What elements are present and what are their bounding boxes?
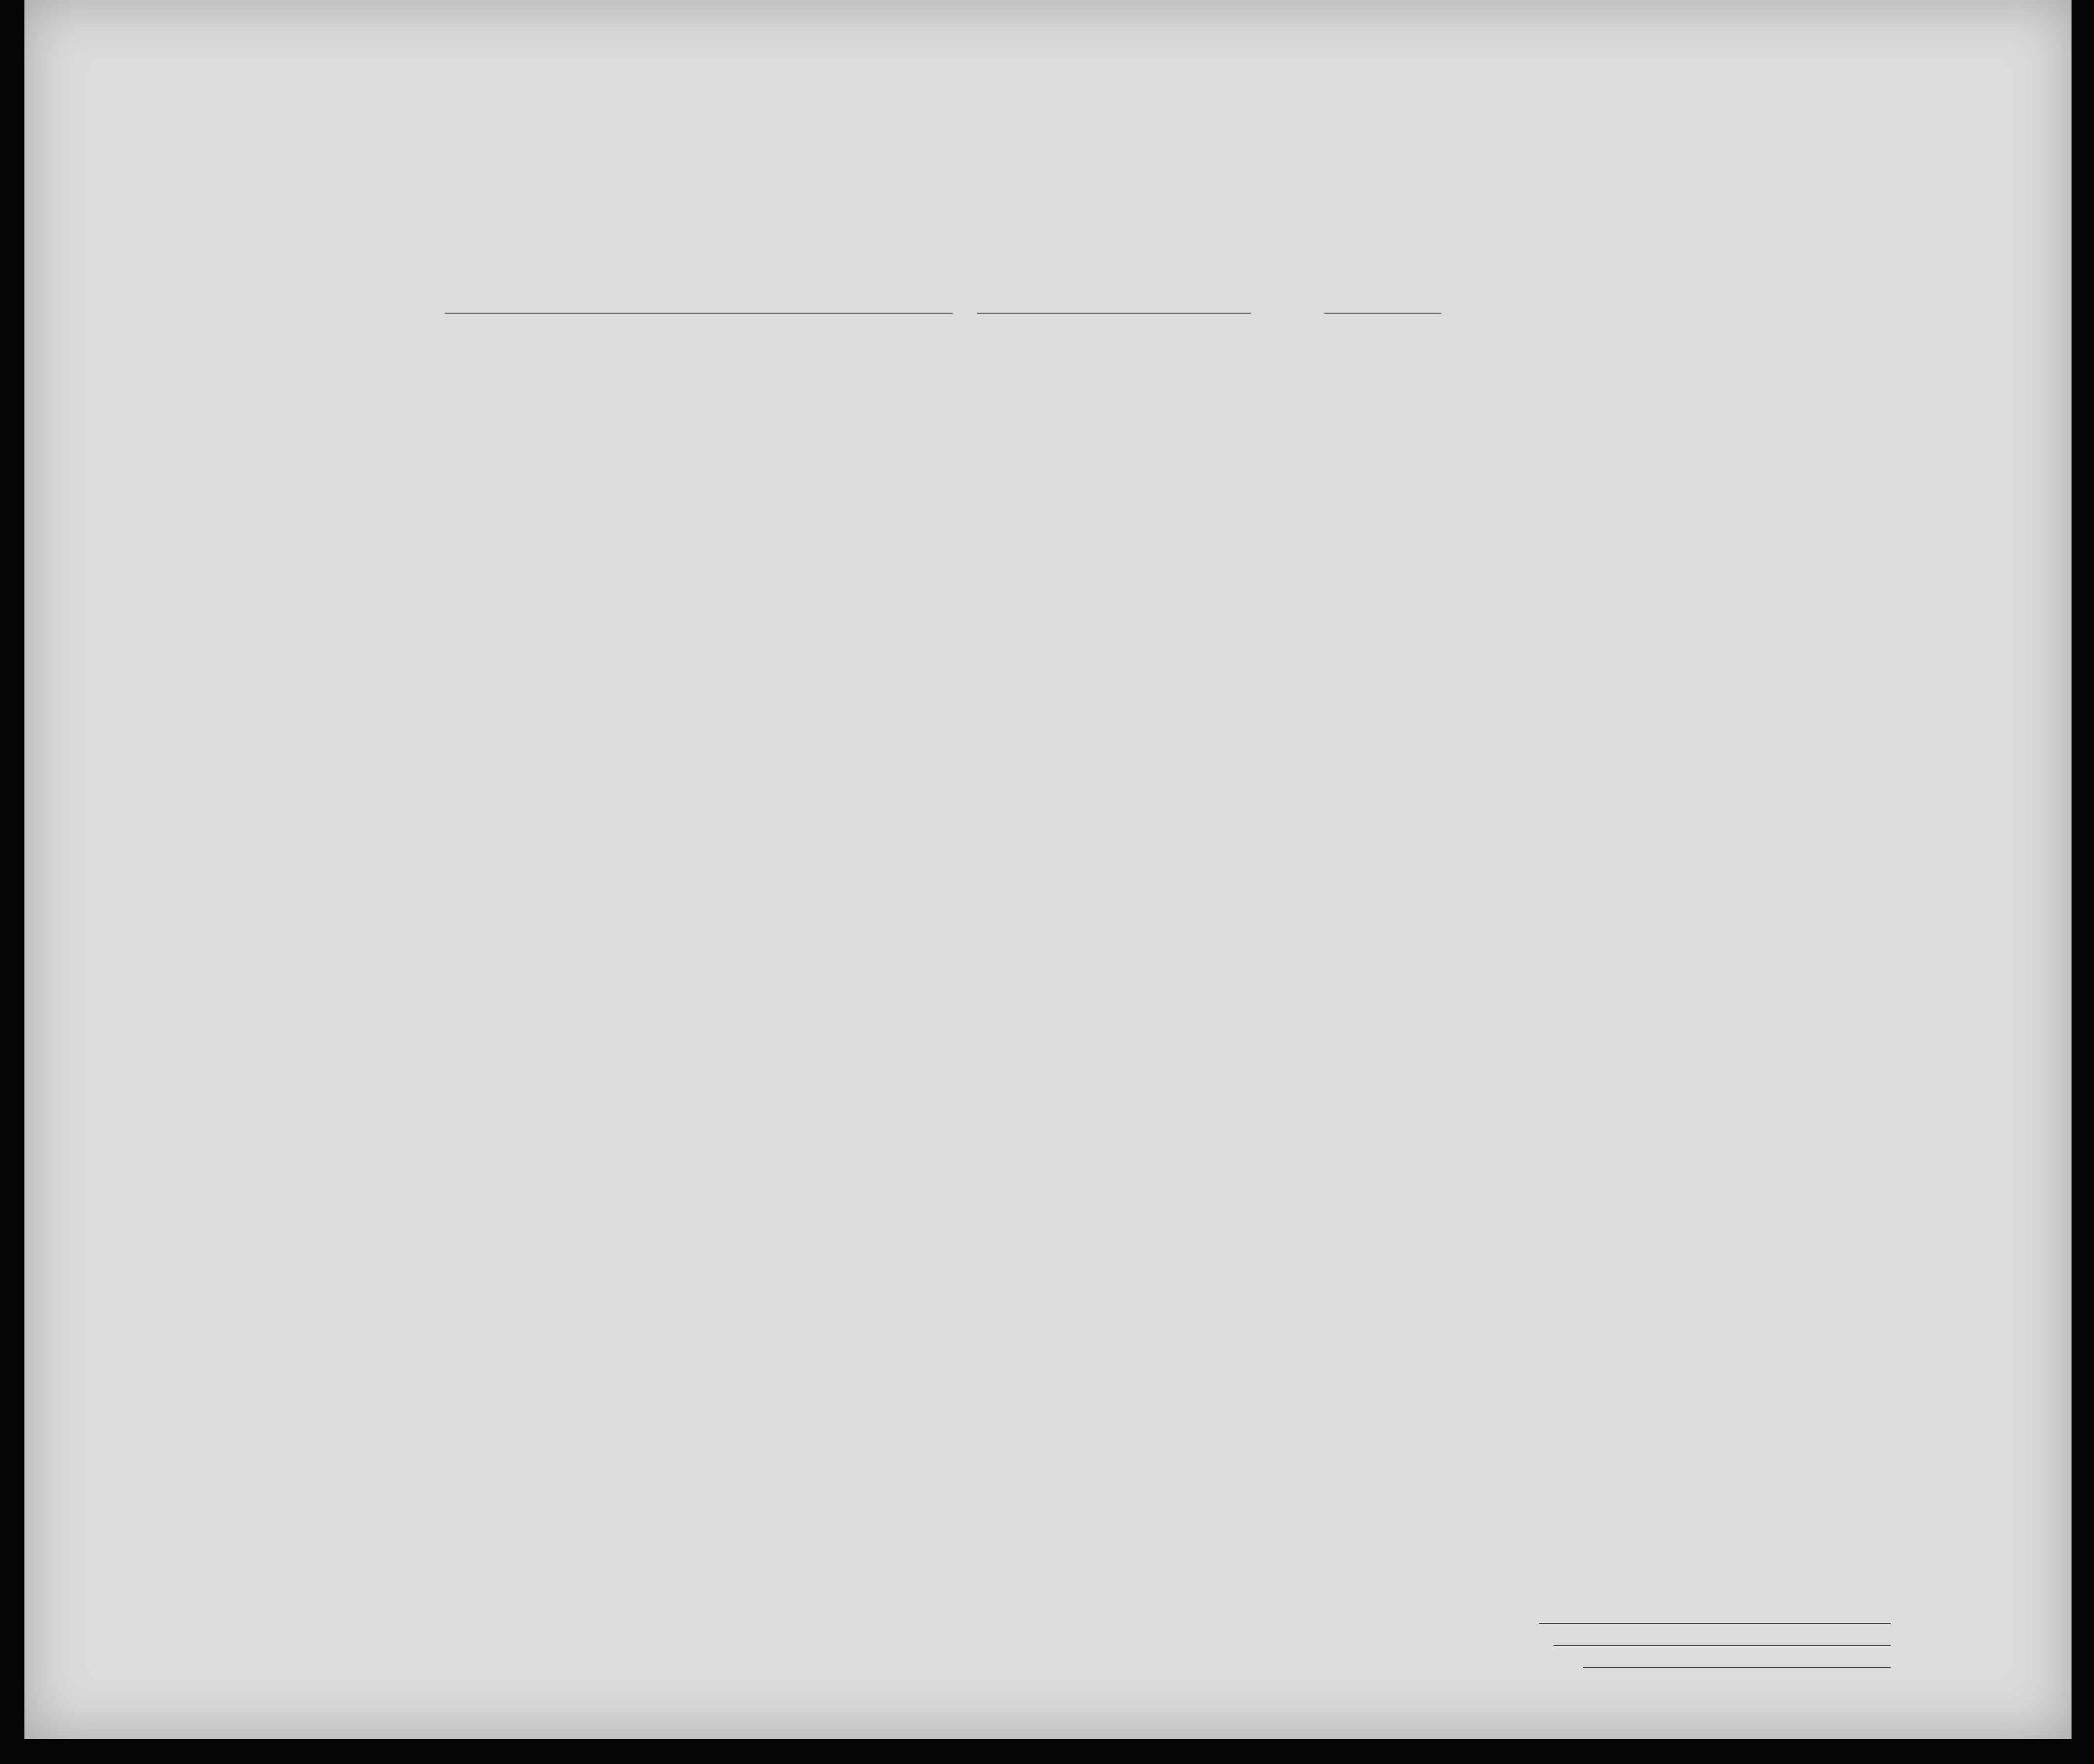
- manifest-table: [24, 327, 2072, 1646]
- manifest-page: [24, 0, 2072, 1739]
